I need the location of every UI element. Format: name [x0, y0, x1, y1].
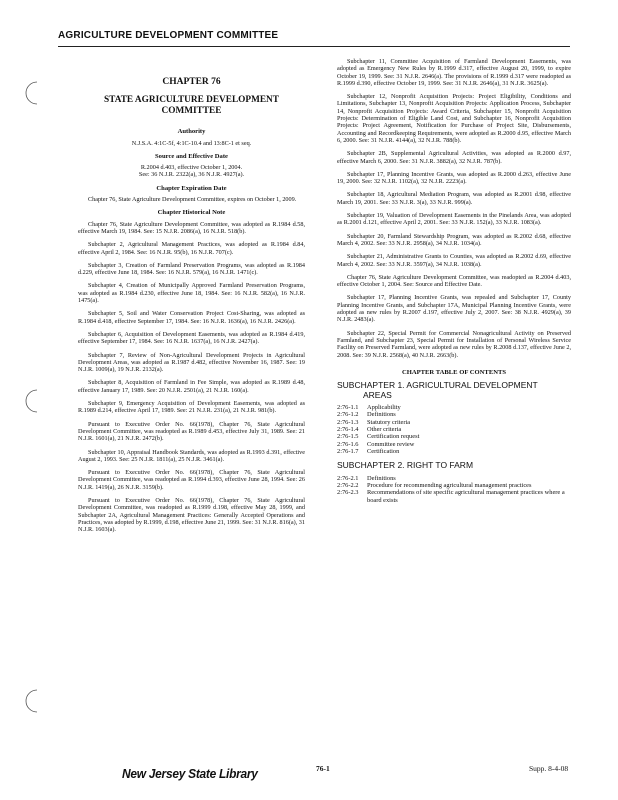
- toc-entry: 2:76-2.2 Procedure for recommending agricultural management practices: [337, 481, 532, 489]
- toc-entry: 2:76-2.1 Definitions: [337, 474, 396, 482]
- history-paragraph: Subchapter 17, Planning Incentive Grants, was repealed and Subchapter 17, County Planning Incentive Grants, and Subchapter 17A, Municipal Planning Incentive Grants, were adopted as new rules by R.2007 d.197, effective July 2, 2007. See: 38 N.J.R. 4929(a), 39 N.J.R. 2483(a).: [337, 294, 571, 324]
- history-paragraph: Subchapter 12, Nonprofit Acquisition Projects: Project Eligibility, Conditions and Limitations, Subchapter 13, Nonprofit Acquisition Projects: Application Process, Subchapter 14, Nonprofit Acquisition Projects: Award Criteria, Subchapter 15, Nonprofit Acquisition Projects: Determination of Eligible Land Cost, and Subchapter 16, Nonprofit Acquisition Projects: Project Agreement, Notification for Purchase of Project Site, Disbursements, Accounting and Recordkeeping Requirements, were adopted as R.2000 d.95, effective March 6, 2000. See: 31 N.J.R. 4144(a), 32 N.J.R. 788(b).: [337, 93, 571, 144]
- history-paragraph: Subchapter 2, Agricultural Management Practices, was adopted as R.1984 d.84, effective April 2, 1984. See: 16 N.J.R. 95(b), 16 N.J.R. 707(c).: [78, 241, 305, 256]
- history-paragraph: Pursuant to Executive Order No. 66(1978), Chapter 76, State Agricultural Development Committee, was readopted as R.1999 d.198, effective May 28, 1999, and Subchapter 2A, Agricultural Management Practices: Generally Accepted Operations and Practices, was adopted by R.1999, d.198, effective June 21, 1999. See: 31 N.J.R. 816(a), 31 N.J.R. 1603(a).: [78, 496, 305, 534]
- authority-text: N.J.S.A. 4:1C-5f, 4:1C-10.4 and 13:8C-1 et seq.: [131, 139, 252, 147]
- history-paragraph: Subchapter 22, Special Permit for Commercial Nonagricultural Activity on Preserved Farmland, and Subchapter 23, Special Permit for Installation of Personal Wireless Service Facility on Preserved Farmland, were adopted as new rules by R.2008 d.137, effective June 2, 2008. See: 39 N.J.R. 2568(a), 40 N.J.R. 2663(b).: [337, 329, 571, 359]
- expiration-text: Chapter 76, State Agriculture Development Committee, expires on October 1, 2009.: [88, 196, 297, 204]
- history-paragraph: Subchapter 5, Soil and Water Conservation Project Cost-Sharing, was adopted as R.1984 d.418, effective September 17, 1984. See: 16 N.J.R. 1636(a), 16 N.J.R. 2426(a).: [78, 310, 305, 325]
- toc-entry: 2:76-2.3 Recommendations of site specific agricultural management practices where a board exists: [337, 489, 565, 504]
- history-paragraph: Pursuant to Executive Order No. 66(1978), Chapter 76, State Agricultural Development Committee, was readopted as R.1994 d.393, effective June 28, 1994. See: 26 N.J.R. 1419(a), 26 N.J.R. 3159(b).: [78, 469, 305, 491]
- subchapter-2-list: [337, 475, 571, 504]
- subchapter-2-heading: SUBCHAPTER 2. RIGHT TO FARM: [337, 460, 474, 471]
- source-text-1: R.2004 d.403, effective October 1, 2004.: [140, 164, 243, 172]
- toc-entry: 2:76-1.2 Definitions: [337, 411, 396, 419]
- expiration-heading: Chapter Expiration Date: [156, 184, 227, 192]
- library-watermark: New Jersey State Library: [122, 766, 258, 781]
- history-paragraph: Subchapter 8, Acquisition of Farmland in Fee Simple, was adopted as R.1989 d.48, effective January 17, 1989. See: 20 N.J.R. 2501(a), 21 N.J.R. 160(a).: [78, 379, 305, 394]
- history-paragraph: Subchapter 7, Review of Non-Agricultural Development Projects in Agricultural Development Areas, was adopted as R.1987 d.482, effective November 16, 1987. See: 19 N.J.R. 1009(a), 19 N.J.R. 2132(a).: [78, 351, 305, 374]
- toc-entry: 2:76-1.4 Other criteria: [337, 425, 402, 433]
- supplement-date: Supp. 8-4-08: [529, 764, 569, 773]
- chapter-title: STATE AGRICULTURE DEVELOPMENT COMMITTEE: [104, 95, 279, 116]
- running-header: AGRICULTURE DEVELOPMENT COMMITTEE: [58, 30, 279, 41]
- chapter-number: CHAPTER 76: [162, 77, 221, 87]
- binder-hole-icon: [21, 388, 43, 414]
- history-paragraph: Subchapter 3, Creation of Farmland Preservation Programs, was adopted as R.1984 d.229, effective June 18, 1984. See: 16 N.J.R. 579(a), 16 N.J.R. 1471(c).: [78, 261, 305, 277]
- history-paragraph: Subchapter 10, Appraisal Handbook Standards, was adopted as R.1993 d.391, effective August 2, 1993. See: 25 N.J.R. 1811(a), 25 N.J.R. 3461(a).: [78, 448, 305, 463]
- subchapter-1-list: [337, 404, 571, 455]
- history-paragraph: Subchapter 4, Creation of Municipally Approved Farmland Preservation Programs, was adopted as R.1984 d.230, effective June 18, 1984. See: 16 N.J.R. 582(a), 16 N.J.R. 1475(a).: [78, 282, 305, 305]
- history-paragraph: Subchapter 6, Acquisition of Development Easements, was adopted as R.1984 d.419, effective September 17, 1984. See: 16 N.J.R. 1637(a), 16 N.J.R. 2427(a).: [78, 330, 305, 346]
- toc-heading: CHAPTER TABLE OF CONTENTS: [401, 368, 507, 376]
- history-paragraph: Subchapter 19, Valuation of Development Easements in the Pinelands Area, was adopted as R.2001 d.121, effective April 2, 2001. See: 33 N.J.R. 152(a), 33 N.J.R. 1083(a).: [337, 212, 571, 227]
- toc-entry: 2:76-1.3 Statutory criteria: [337, 418, 411, 426]
- history-paragraph: Subchapter 17, Planning Incentive Grants, was adopted as R.2000 d.263, effective June 19, 2000. See: 32 N.J.R. 1102(a), 32 N.J.R. 2223(a).: [337, 170, 571, 186]
- header-rule: [58, 46, 570, 47]
- binder-hole-icon: [21, 80, 43, 106]
- history-paragraph: Chapter 76, State Agriculture Development Committee, was adopted as R.1984 d.58, effective March 19, 1984. See: 15 N.J.R. 2086(a), 16 N.J.R. 518(b).: [78, 220, 305, 235]
- history-heading: Chapter Historical Note: [157, 209, 226, 217]
- history-paragraph: Subchapter 20, Farmland Stewardship Program, was adopted as R.2002 d.68, effective March 4, 2002. See: 33 N.J.R. 2958(a), 34 N.J.R. 1034(a).: [337, 232, 571, 247]
- left-column: [78, 58, 305, 539]
- authority-heading: Authority: [177, 128, 206, 136]
- page-number: 76-1: [316, 764, 330, 773]
- toc-entry: 2:76-1.5 Certification request: [337, 433, 420, 441]
- toc-entry: 2:76-1.1 Applicability: [337, 404, 401, 412]
- history-paragraph: Subchapter 11, Committee Acquisition of Farmland Development Easements, was adopted as Emergency New Rules by R.1999 d.317, effective August 20, 1999, to expire October 19, 1999. See: 31 N.J.R. 2646(a). The provisions of R.1999 d.317 were readopted as R.1999 d.390, effective October 19, 1999. See: 31 N.J.R. 2646(a), 31 N.J.R. 3625(a).: [337, 58, 571, 87]
- toc-entry: 2:76-1.6 Committee review: [337, 440, 415, 448]
- history-paragraph: Subchapter 18, Agricultural Mediation Program, was adopted as R.2001 d.98, effective March 19, 2001. See: 33 N.J.R. 3(a), 33 N.J.R. 999(a).: [337, 191, 571, 206]
- history-paragraph: Pursuant to Executive Order No. 66(1978), Chapter 76, State Agricultural Development Committee, was readopted as R.1989 d.453, effective July 31, 1989. See: 21 N.J.R. 1601(a), 21 N.J.R. 2472(b).: [78, 420, 305, 443]
- history-paragraph: Subchapter 9, Emergency Acquisition of Development Easements, was adopted as R.1989 d.214, effective April 17, 1989. See: 21 N.J.R. 231(a), 21 N.J.R. 981(b).: [78, 400, 305, 415]
- source-text-2: See: 36 N.J.R. 2322(a), 36 N.J.R. 4927(a).: [138, 171, 245, 179]
- source-heading: Source and Effective Date: [155, 152, 228, 160]
- right-column: [337, 58, 571, 504]
- toc-entry: 2:76-1.7 Certification: [337, 447, 400, 455]
- history-paragraph: Subchapter 2B, Supplemental Agricultural Activities, was adopted as R.2000 d.97, effective March 6, 2000. See: 31 N.J.R. 3882(a), 32 N.J.R. 787(b).: [337, 150, 571, 165]
- history-paragraph: Subchapter 21, Administrative Grants to Counties, was adopted as R.2002 d.69, effective March 4, 2002. See: 33 N.J.R. 3597(a), 34 N.J.R. 1038(a).: [337, 253, 571, 268]
- history-paragraph: Chapter 76, State Agriculture Development Committee, was readopted as R.2004 d.403, effective October 1, 2004. See: Source and Effective Date.: [337, 273, 571, 289]
- binder-hole-icon: [21, 688, 43, 714]
- subchapter-1-heading: SUBCHAPTER 1. AGRICULTURAL DEVELOPMENT AREAS: [337, 380, 538, 400]
